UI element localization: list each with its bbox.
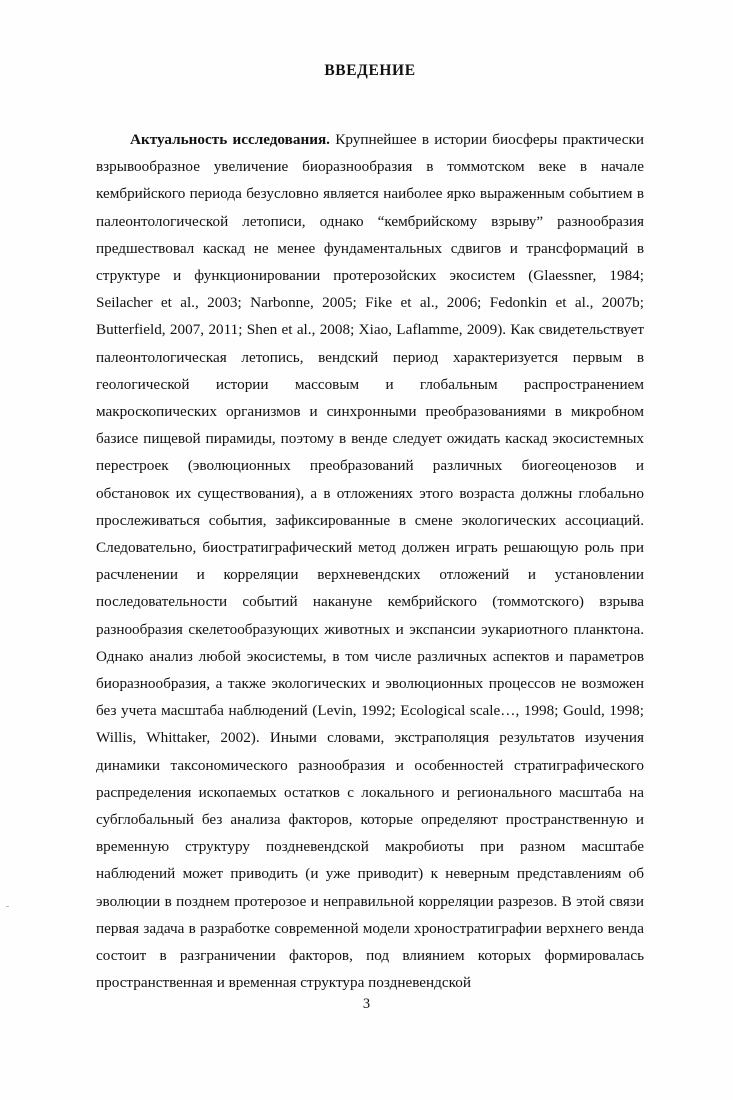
paragraph-body-text: Крупнейшее в истории биосферы практически взрывообразное увеличение биоразнообразия в томмотском веке в начале кембрийского периода безусловно является наиболее ярко выраженным событием в палеонтологической летописи, однако “кембрийскому взрыву” разнообразия предшествовал каскад не менее фундаментальных сдвигов и трансформаций в структуре и функционировании протерозойских экосистем (Glaessner, 1984; Seilacher et al., 2003; Narbonne, 2005; Fike et al., 2006; Fedonkin et al., 2007b; Butterfield, 2007, 2011; Shen et al., 2008; Xiao, Laflamme, 2009). Как свидетельствует палеонтологическая летопись, вендский период характеризуется первым в геологической истории массовым и глобальным распространением макроскопических организмов и синхронными преобразованиями в микробном базисе пищевой пирамиды, поэтому в венде следует ожидать каскад экосистемных перестроек (эволюционных преобразований различных биогеоценозов и обстановок их существования), а в отложениях этого возраста должны глобально прослеживаться события, зафиксированные в смене экологических ассоциаций. Следовательно, биостратиграфический метод должен играть решающую роль при расчленении и корреляции верхневендских отложений и установлении последовательности событий накануне кембрийского (томмотского) взрыва разнообразия скелетообразующих животных и экспансии эукариотного планктона. Однако анализ любой экосистемы, в том числе различных аспектов и параметров биоразнообразия, а также экологических и эволюционных процессов не возможен без учета масштаба наблюдений (Levin, 1992; Ecological scale…, 1998; Gould, 1998; Willis, Whittaker, 2002). Иными словами, экстраполяция результатов изучения динамики таксономического разнообразия и особенностей стратиграфического распределения ископаемых остатков с локального и регионального масштаба на субглобальный без анализа факторов, которые определяют пространственную и временную структуру поздневендской макробиоты при разном масштабе наблюдений может приводить (и уже приводит) к неверным представлениям об эволюции в позднем протерозое и неправильной корреляции разрезов. В этой связи первая задача в разработке современной модели хроностратиграфии верхнего венда состоит в разграничении факторов, под влиянием которых формировалась пространственная и временная структура поздневендской [96, 131, 644, 992]
page-title: ВВЕДЕНИЕ [324, 62, 416, 79]
paragraph-lead-label: Актуальность исследования. [130, 131, 330, 148]
page-content [96, 62, 644, 997]
page-number: 3 [362, 996, 371, 1012]
paragraph-intro [96, 126, 644, 997]
margin-mark [6, 906, 9, 907]
